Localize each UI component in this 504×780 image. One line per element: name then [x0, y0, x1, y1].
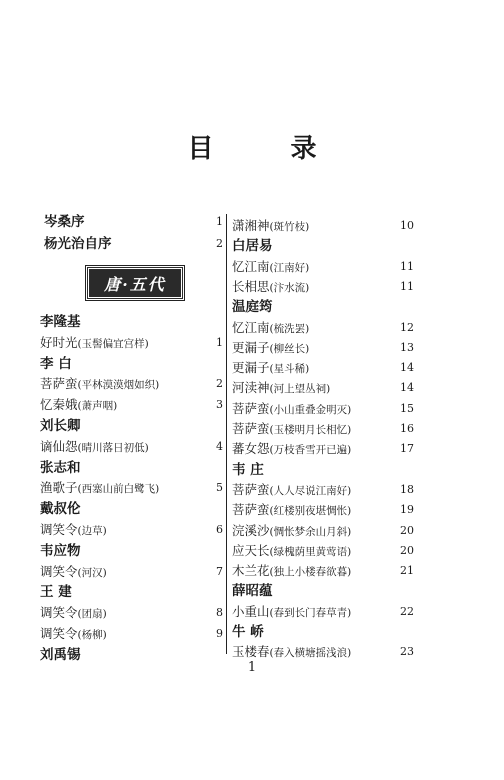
entry-title: 调笑令: [40, 522, 78, 537]
entry-page-number: 12: [400, 320, 414, 334]
entry-first-line: (汴水流): [269, 281, 310, 294]
entry-page-number: 21: [400, 564, 414, 578]
entry-first-line: (平林漠漠烟如织): [77, 379, 160, 392]
entry-page-number: 1: [216, 215, 223, 228]
entry-page-number: 3: [216, 398, 223, 412]
entry-page-number: 4: [216, 439, 223, 453]
entry-page-number: 16: [400, 422, 414, 435]
entry-first-line: (江南好): [269, 261, 310, 274]
toc-entry: [232, 500, 351, 520]
toc-entry: [232, 480, 351, 500]
entry-page-number: 19: [400, 503, 414, 517]
entry-first-line: (萧声咽): [77, 400, 118, 413]
toc-entry: [232, 439, 351, 459]
page-number: 1: [247, 660, 257, 675]
entry-page-number: 8: [216, 606, 223, 620]
author-heading: 戴叔伦: [40, 501, 81, 518]
entry-title: 菩萨蛮: [232, 502, 270, 518]
author-heading: 韦 庄: [232, 461, 264, 478]
entry-first-line: (独上小楼春欲暮): [269, 566, 352, 579]
toc-entry: [232, 602, 351, 622]
author-heading: 韦应物: [40, 542, 81, 559]
entry-title: 谪仙怨: [40, 438, 78, 454]
entry-first-line: (河上望丛祠): [269, 383, 331, 396]
toc-entry: [232, 399, 351, 419]
entry-title: 菩萨蛮: [40, 376, 78, 392]
entry-page-number: 14: [400, 361, 414, 375]
entry-first-line: (小山重叠金明灭): [269, 403, 352, 416]
entry-title: 浣溪沙: [232, 522, 270, 538]
entry-page-number: 23: [400, 645, 414, 659]
entry-page-number: 2: [216, 377, 223, 391]
entry-first-line: (红楼别夜堪惆怅): [269, 505, 352, 518]
entry-title: 好时光: [40, 334, 78, 350]
entry-first-line: (团扇): [77, 608, 107, 621]
author-heading: 牛 峤: [232, 624, 264, 640]
entry-first-line: (春入横塘摇浅浪): [269, 647, 352, 660]
column-divider: [226, 214, 227, 654]
entry-title: 忆江南: [232, 319, 270, 335]
toc-entry: [40, 478, 159, 498]
toc-entry: [40, 624, 107, 644]
entry-title: 应天长: [232, 542, 270, 558]
entry-title: 菩萨蛮: [232, 481, 270, 497]
entry-first-line: (万枝香雪开已遍): [269, 444, 352, 457]
entry-page-number: 11: [400, 259, 414, 273]
entry-first-line: (人人尽说江南好): [269, 484, 352, 497]
toc-entry: [40, 333, 149, 353]
toc-entry: [232, 521, 351, 541]
entry-title: 玉楼春: [232, 644, 270, 660]
entry-title: 调笑令: [40, 605, 78, 621]
author-heading: 白居易: [232, 238, 273, 255]
entry-page-number: 2: [216, 237, 223, 250]
entry-first-line: (玉楼明月长相忆): [269, 424, 352, 436]
entry-page-number: 1: [216, 335, 223, 349]
entry-page-number: 22: [400, 604, 414, 618]
entry-title: 潇湘神: [232, 218, 270, 233]
entry-first-line: (绿槐荫里黄莺语): [269, 545, 352, 558]
toc-entry: [40, 603, 107, 623]
author-heading: 岑桑序: [44, 214, 85, 230]
toc-entry: [40, 374, 159, 394]
entry-page-number: 7: [216, 564, 223, 578]
entry-page-number: 14: [400, 381, 414, 395]
entry-title: 菩萨蛮: [232, 421, 270, 436]
banner-label: 唐·五代: [104, 274, 166, 294]
entry-title: 调笑令: [40, 563, 78, 579]
entry-first-line: (杨柳): [77, 629, 107, 641]
entry-first-line: (春到长门春草青): [269, 606, 352, 619]
entry-page-number: 11: [400, 279, 414, 293]
author-heading: 刘长卿: [40, 418, 81, 434]
entry-title: 长相思: [232, 278, 270, 294]
entry-first-line: (边草): [77, 525, 107, 537]
toc-entry: [232, 378, 330, 398]
entry-first-line: (惆怅梦余山月斜): [269, 525, 352, 538]
toc-entry: [232, 541, 351, 561]
entry-first-line: (斑竹枝): [269, 221, 310, 233]
toc-entry: [232, 216, 309, 236]
toc-entry: [232, 318, 309, 338]
entry-first-line: (西塞山前白鹭飞): [77, 483, 160, 496]
entry-page-number: 5: [216, 481, 223, 495]
toc-entry: [232, 358, 309, 378]
author-heading: 杨光治自序: [44, 236, 112, 252]
entry-title: 调笑令: [40, 626, 78, 641]
section-banner: [86, 266, 184, 300]
entry-title: 忆秦娥: [40, 397, 78, 413]
toc-entry: [232, 338, 309, 358]
entry-first-line: (星斗稀): [269, 363, 310, 376]
toc-entry: [40, 520, 107, 540]
entry-page-number: 6: [216, 523, 223, 536]
author-heading: 李隆基: [40, 314, 81, 330]
entry-title: 更漏子: [232, 360, 270, 376]
toc-entry: [40, 562, 107, 582]
entry-first-line: (玉髻偏宜宫样): [77, 337, 149, 350]
entry-page-number: 20: [400, 543, 414, 557]
entry-first-line: (晴川落日初低): [77, 441, 149, 454]
entry-title: 忆江南: [232, 258, 270, 274]
author-heading: 薛昭蕴: [232, 583, 273, 600]
author-heading: 李 白: [40, 355, 72, 372]
toc-entry: [232, 561, 351, 581]
toc-entry: [232, 419, 351, 439]
entry-first-line: (梳洗罢): [269, 322, 310, 335]
toc-entry: [232, 642, 351, 662]
entry-title: 渔歌子: [40, 480, 78, 496]
entry-page-number: 13: [400, 340, 414, 354]
author-heading: 王 建: [40, 584, 72, 601]
entry-first-line: (柳丝长): [269, 342, 310, 355]
entry-title: 小重山: [232, 603, 270, 619]
entry-first-line: (河汉): [77, 566, 107, 579]
entry-title: 蕃女怨: [232, 441, 270, 457]
entry-title: 菩萨蛮: [232, 400, 270, 416]
author-heading: 张志和: [40, 459, 81, 476]
author-heading: 刘禹锡: [40, 646, 81, 663]
author-heading: 温庭筠: [232, 299, 273, 316]
entry-page-number: 9: [216, 627, 223, 640]
toc-entry: [232, 277, 309, 297]
toc-entry: [232, 257, 309, 277]
toc-entry: [40, 437, 149, 457]
entry-title: 河渎神: [232, 380, 270, 396]
toc-title: 目 录: [187, 134, 351, 164]
entry-page-number: 10: [400, 219, 414, 232]
entry-title: 木兰花: [232, 563, 270, 579]
toc-entry: [40, 395, 117, 415]
entry-title: 更漏子: [232, 339, 270, 355]
entry-page-number: 20: [400, 523, 414, 537]
entry-page-number: 18: [400, 482, 414, 496]
entry-page-number: 17: [400, 442, 414, 456]
entry-page-number: 15: [400, 401, 414, 415]
